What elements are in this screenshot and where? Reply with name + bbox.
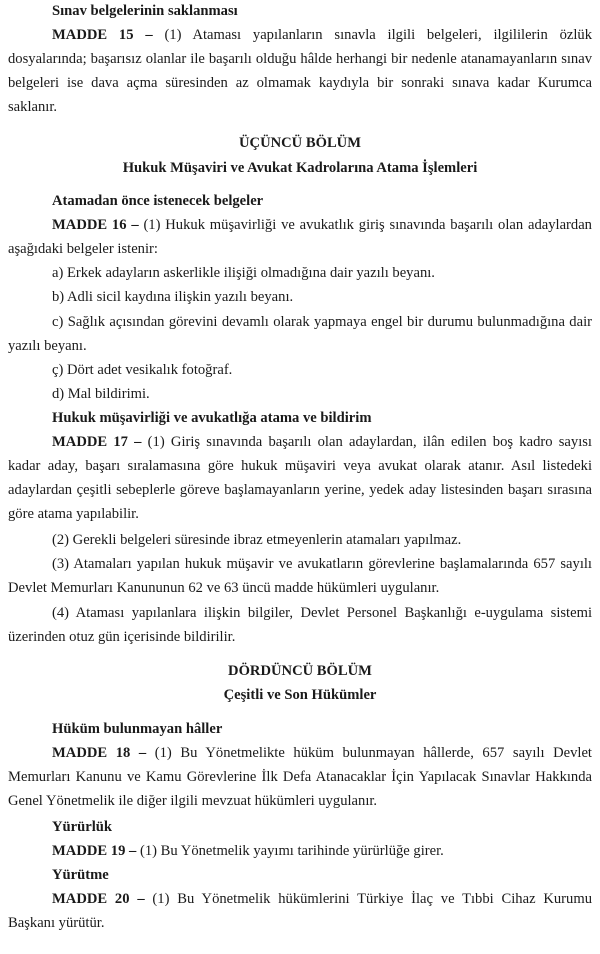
- article-19-text: (1) Bu Yönetmelik yayımı tarihinde yürürlüğe girer.: [136, 843, 444, 859]
- article-19-body: [8, 839, 592, 863]
- article-17-text: (1) Giriş sınavında başarılı olan adaylardan, ilân edilen boş kadro sayısı kadar aday, başarı sıralamasına göre hukuk müşaviri veya avukat olarak atanır. Asıl listedeki adaylardan çeşitli sebeplerle göreve başlamayanların yerine, yedek aday listesinden başarı sırasına göre atama yapılabilir.: [8, 434, 592, 522]
- section-3-subtitle: Hukuk Müşaviri ve Avukat Kadrolarına Atama İşlemleri: [122, 160, 478, 176]
- list-item: c) Sağlık açısından görevini devamlı olarak yapmaya engel bir durumu bulunmadığına dair yazılı beyanı.: [8, 314, 592, 354]
- article-16-body: [8, 213, 592, 261]
- article-17-body: [8, 430, 592, 526]
- section-3-title: ÜÇÜNCÜ BÖLÜM: [238, 135, 362, 151]
- article-18-label: MADDE 18 –: [52, 745, 147, 761]
- article-17-label: MADDE 17 –: [52, 434, 142, 450]
- article-18-heading: Hüküm bulunmayan hâller: [52, 721, 223, 737]
- article-16-text: (1) Hukuk müşavirliği ve avukatlık giriş sınavında başarılı olan adaylardan aşağıdaki belgeler istenir:: [8, 217, 592, 257]
- article-15-text: (1) Ataması yapılanların sınavla ilgili belgeleri, ilgililerin özlük dosyalarında; başarısız olanlar ile başarılı olduğu hâlde herhangi bir nedenle atanamayanların sınav belgeleri ise dava açma süresinden az olmamak kaydıyla bir sonraki sınava kadar Kurumca saklanır.: [8, 27, 592, 115]
- article-17-heading: Hukuk müşavirliği ve avukatlığa atama ve bildirim: [52, 410, 372, 426]
- list-item: b) Adli sicil kaydına ilişkin yazılı beyanı.: [52, 289, 294, 305]
- list-item: ç) Dört adet vesikalık fotoğraf.: [52, 362, 233, 378]
- article-20-text: (1) Bu Yönetmelik hükümlerini Türkiye İlaç ve Tıbbi Cihaz Kurumu Başkanı yürütür.: [8, 891, 592, 931]
- article-19-label: MADDE 19 –: [52, 843, 137, 859]
- article-17-paragraph-3: (3) Atamaları yapılan hukuk müşavir ve avukatların görevlerine başlamalarında 657 sayılı Devlet Memurları Kanununun 62 ve 63 üncü madde hükümleri uygulanır.: [8, 556, 592, 596]
- article-15-label: MADDE 15 –: [52, 27, 153, 43]
- article-20-label: MADDE 20 –: [52, 891, 145, 907]
- article-15-body: [8, 23, 592, 119]
- article-20-heading: Yürütme: [52, 867, 109, 883]
- article-17-paragraph-4: (4) Ataması yapılanlara ilişkin bilgiler, Devlet Personel Başkanlığı e-uygulama sistemi üzerinden otuz gün içerisinde bildirilir.: [8, 605, 592, 645]
- article-19-heading: Yürürlük: [52, 819, 113, 835]
- article-16-heading: Atamadan önce istenecek belgeler: [52, 193, 264, 209]
- article-18-text: (1) Bu Yönetmelikte hüküm bulunmayan hâllerde, 657 sayılı Devlet Memurları Kanunu ve Kamu Görevlerine İlk Defa Atanacaklar İçin Yapılacak Sınavlar Hakkında Genel Yönetmelik ile diğer ilgili mevzuat hükümleri uygulanır.: [8, 745, 592, 809]
- article-17-paragraph-2: (2) Gerekli belgeleri süresinde ibraz etmeyenlerin atamaları yapılmaz.: [52, 532, 462, 548]
- list-item: a) Erkek adayların askerlikle ilişiği olmadığına dair yazılı beyanı.: [52, 265, 435, 281]
- article-15-heading: Sınav belgelerinin saklanması: [52, 3, 238, 19]
- list-item: d) Mal bildirimi.: [52, 386, 150, 402]
- section-4-subtitle: Çeşitli ve Son Hükümler: [223, 687, 377, 703]
- article-18-body: [8, 741, 592, 813]
- article-16-label: MADDE 16 –: [52, 217, 139, 233]
- section-4-title: DÖRDÜNCÜ BÖLÜM: [228, 663, 372, 679]
- article-20-body: [8, 887, 592, 935]
